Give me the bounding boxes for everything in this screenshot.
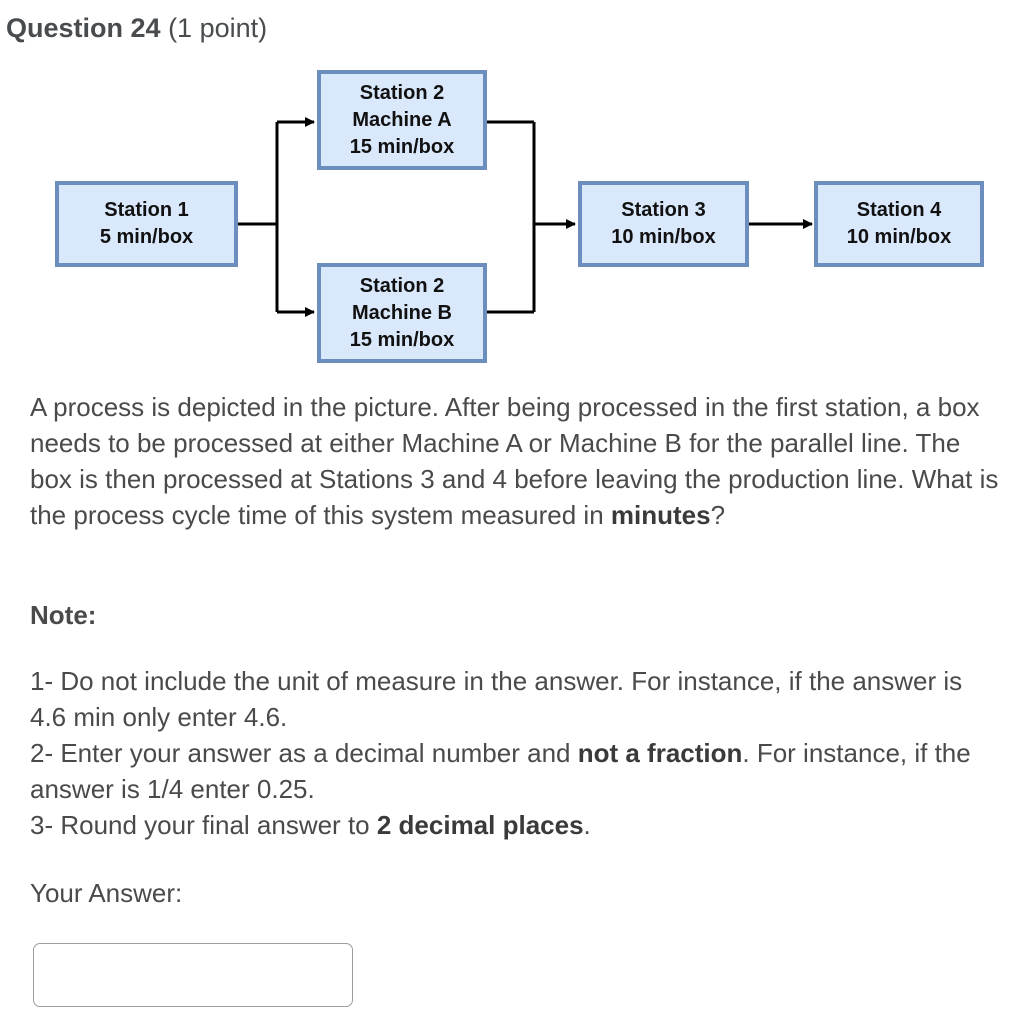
station3-time: 10 min/box [611,226,716,248]
note-item-2-text-b: . For instance, if the answer is 1/4 enter 0.25. [30,738,971,804]
station2b-label: Station 2 [359,274,445,297]
station1-label: Station 1 [104,199,189,221]
station4-box [814,181,984,267]
note-item-3-bold: 2 decimal places [376,810,584,840]
answer-input[interactable] [33,943,353,1007]
station2-machine-b-box [317,263,487,363]
prompt-end: ? [710,500,726,530]
note-item-1: 1- Do not include the unit of measure in the answer. For instance, if the answer is 4.6 min only enter 4.6. [30,666,963,732]
station2a-time: 15 min/box [349,135,455,158]
note-item-3 [30,807,1000,843]
question-title: Question 24 [6,13,161,43]
prompt-bold-unit: minutes [610,500,711,530]
station2a-machine: Machine A [352,108,452,131]
note-list [30,663,1000,843]
note-item-2 [30,735,1000,807]
note-item-2-text-a: 2- Enter your answer as a decimal number and [30,738,578,768]
note-title: Note: [30,600,97,630]
question-points: (1 point) [168,13,268,43]
prompt-text: A process is depicted in the picture. After being processed in the first station, a box needs to be processed at either Machine A or Machine B for the parallel line. The box is then processed at Stations 3 and 4 before leaving the production line. What is the process cycle time of this system measured in [30,392,999,530]
note-item-3-text-b: . [583,810,591,840]
note-item-3-text-a: 3- Round your final answer to [30,810,377,840]
station4-label: Station 4 [856,199,942,221]
station2b-machine: Machine B [351,301,453,324]
station3-label: Station 3 [621,199,706,221]
process-diagram [0,0,1014,380]
question-prompt [30,389,1000,533]
station4-time: 10 min/box [846,226,952,248]
station1-box [55,181,238,267]
station1-time: 5 min/box [99,226,194,248]
station3-box [578,181,749,267]
station2a-label: Station 2 [359,81,445,104]
station2b-time: 15 min/box [349,328,455,351]
station2-machine-a-box [317,70,487,170]
answer-label: Your Answer: [30,878,183,908]
note-item-2-bold: not a fraction [577,738,743,768]
